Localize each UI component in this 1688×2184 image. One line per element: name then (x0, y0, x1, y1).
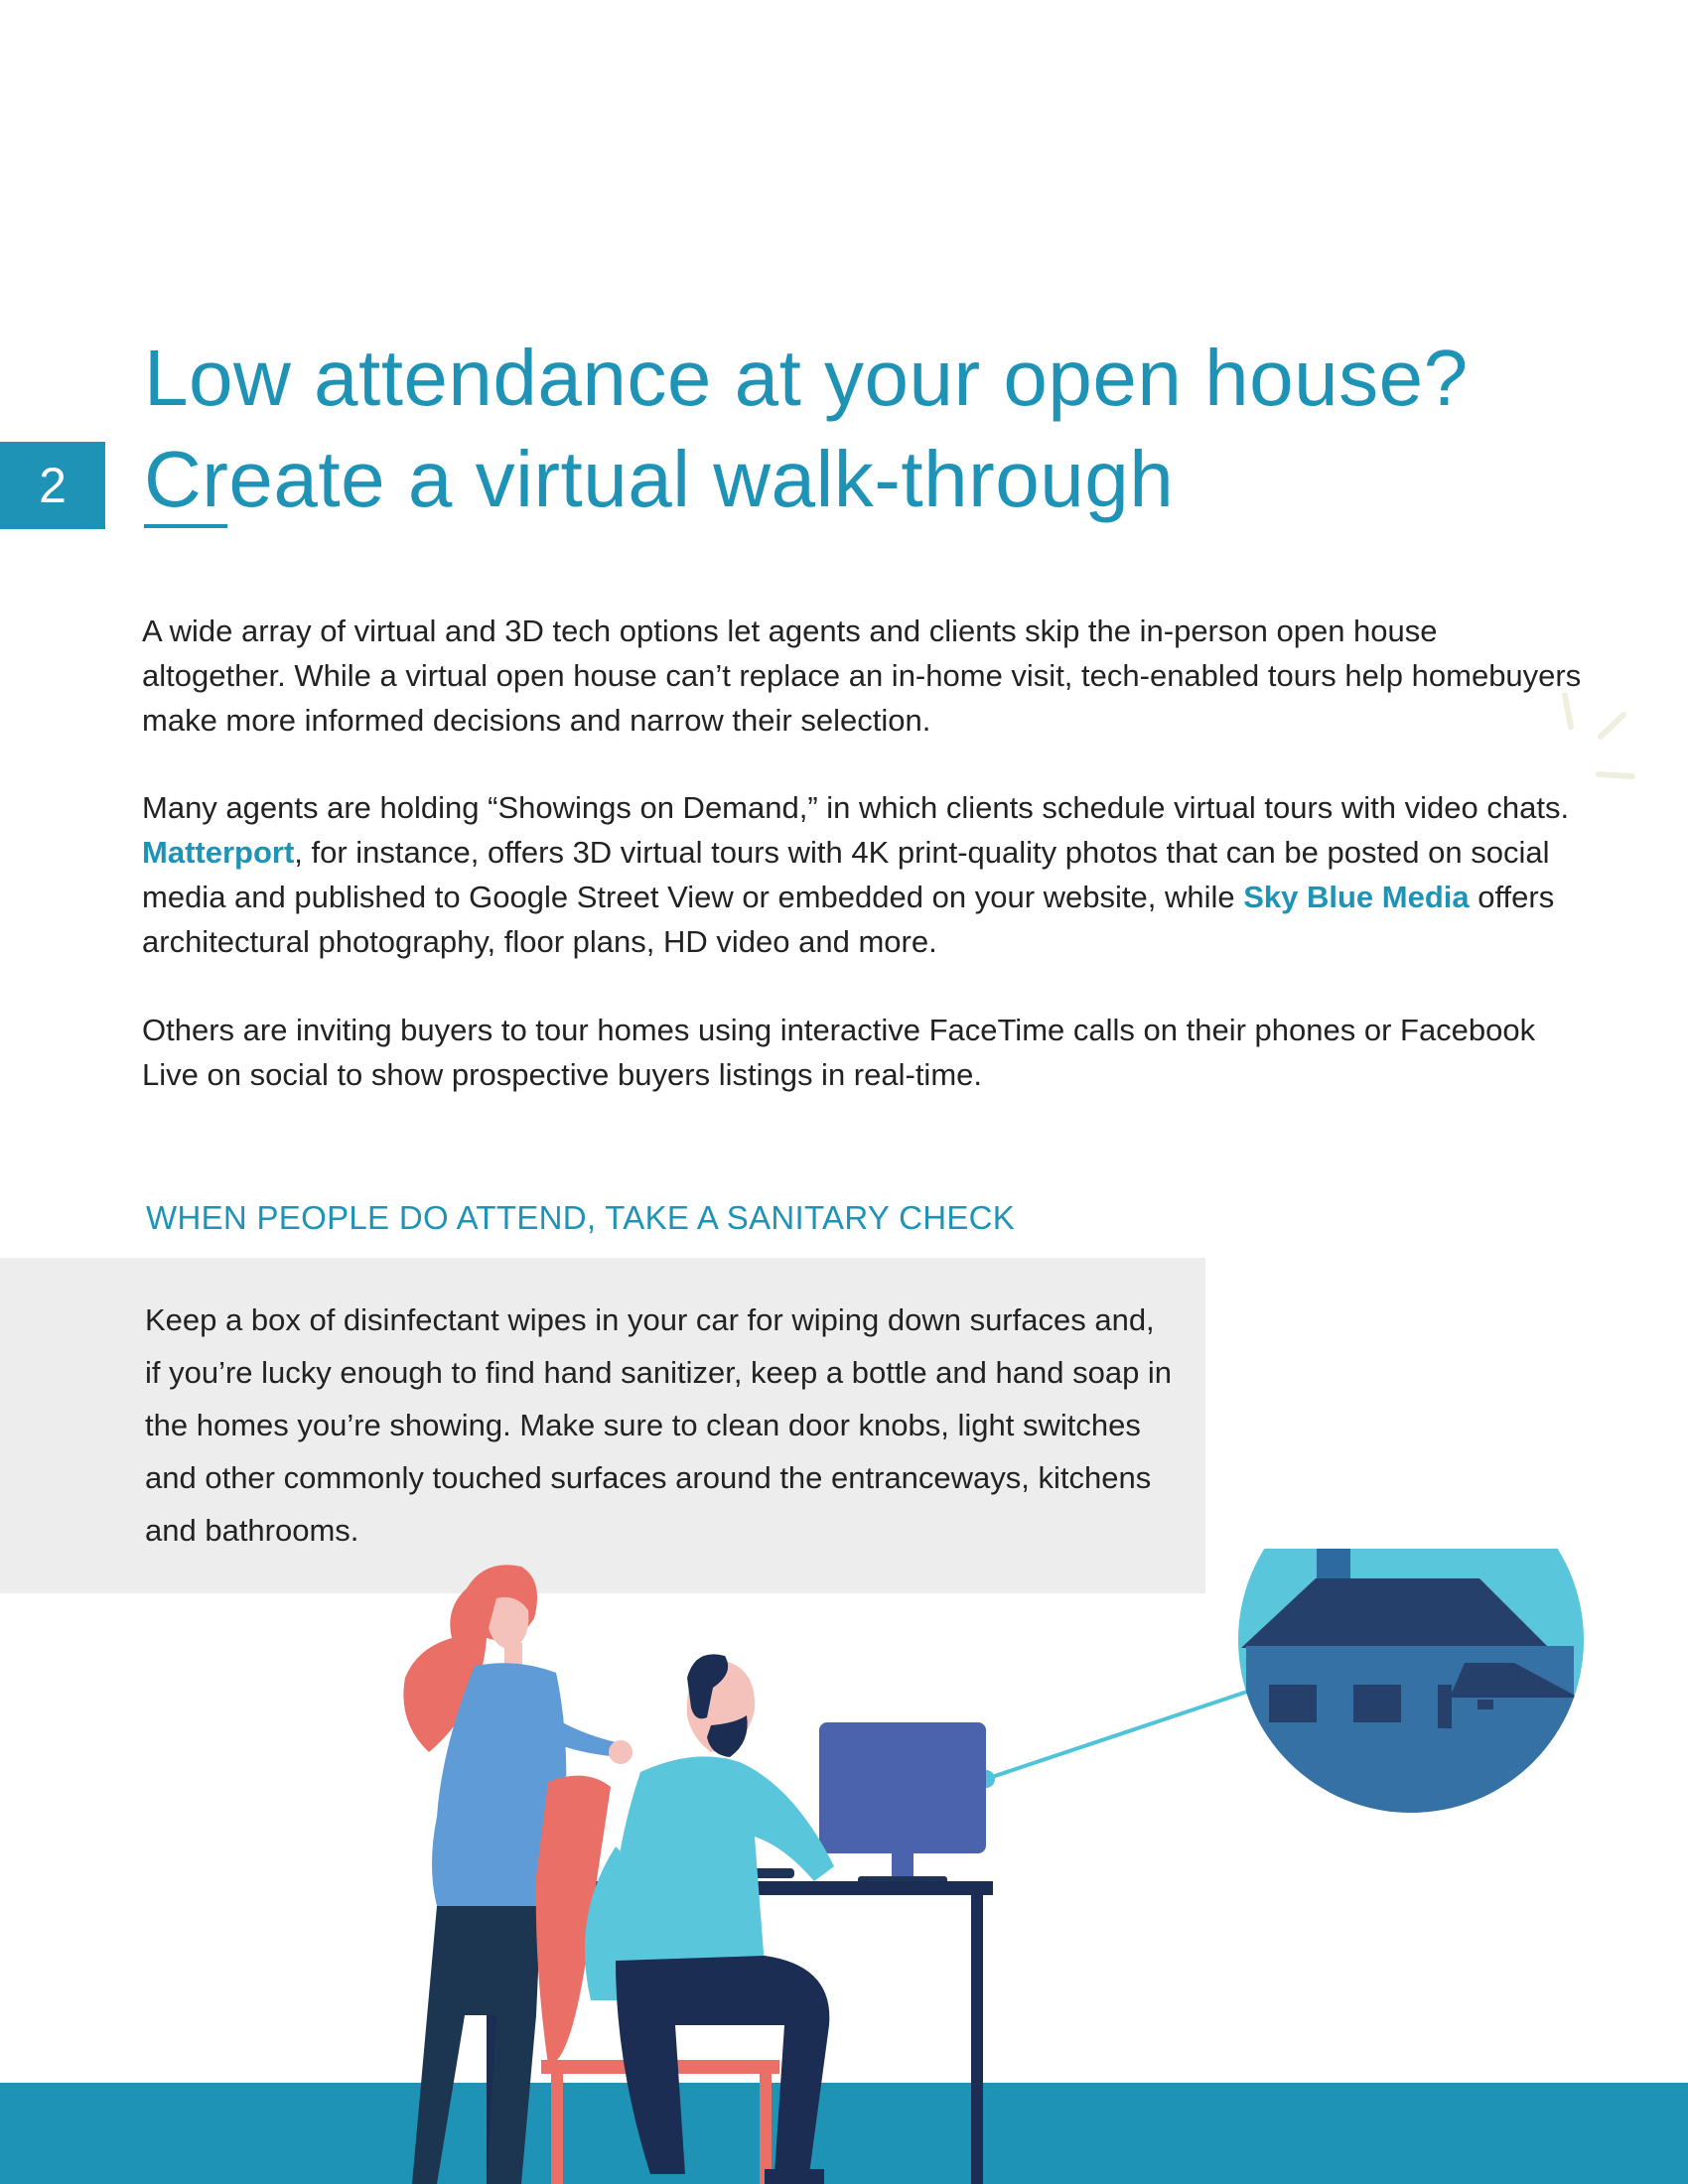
page-number: 2 (39, 458, 67, 513)
title-underline (144, 524, 227, 528)
title-line-1: Low attendance at your open house? (144, 334, 1469, 422)
tip-text: Keep a box of disinfectant wipes in your car for wiping down surfaces and, if you’re lucky enough to find hand sanitizer, keep a bottle and hand soap in the homes you’re showing. Make sure to clean door knobs, light switches and other commonly touched surfaces around the entranceways, kitchens and bathrooms. (145, 1302, 1173, 1548)
page-number-badge (0, 442, 105, 529)
sky-blue-media-link[interactable]: Sky Blue Media (1243, 880, 1470, 914)
title-line-2: Create a virtual walk-through (144, 435, 1175, 523)
connector-line (986, 1690, 1253, 1779)
paragraph-showings-text-2: , for instance, offers 3D virtual tours with 4K print-quality photos that can be posted on social media and published to Google Street View or embedded on your website, while (142, 835, 1550, 914)
paragraph-intro: A wide array of virtual and 3D tech options let agents and clients skip the in-person open house altogether. While a virtual open house can’t replace an in-home visit, tech-enabled tours help homebuyers make more informed decisions and narrow their selection. (142, 614, 1582, 738)
footer-band (0, 2083, 1688, 2184)
section-heading: WHEN PEOPLE DO ATTEND, TAKE A SANITARY CHECK (146, 1199, 1016, 1236)
paragraph-showings-text-3: offers architectural photography, floor plans, HD video and more. (142, 880, 1555, 959)
monitor-icon (819, 1722, 986, 1884)
paragraph-showings-text-1: Many agents are holding “Showings on Demand,” in which clients schedule virtual tours with video chats. (142, 790, 1570, 825)
virtual-tour-illustration (0, 1549, 1688, 2184)
sparkle-icon (1549, 685, 1658, 794)
page-title (144, 328, 1469, 530)
matterport-link[interactable]: Matterport (142, 835, 295, 870)
house-icon (1238, 1549, 1584, 1815)
paragraph-showings (142, 785, 1582, 964)
paragraph-facetime: Others are inviting buyers to tour homes using interactive FaceTime calls on their phones or Facebook Live on social to show prospective buyers listings in real-time. (142, 1013, 1536, 1092)
